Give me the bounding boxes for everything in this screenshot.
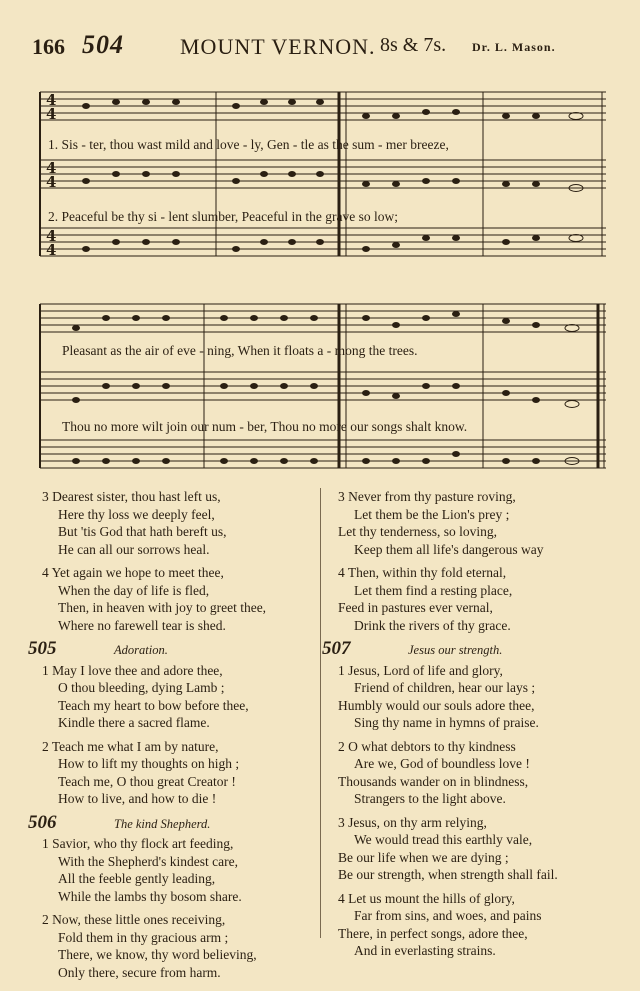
hymn-number: 507 bbox=[322, 638, 351, 659]
hymn506-stanza-1 bbox=[42, 835, 312, 905]
verse-line: Let them be the Lion's prey ; bbox=[354, 506, 510, 522]
verse-line: Where no farewell tear is shed. bbox=[58, 617, 226, 633]
verse-line: While the lambs thy bosom share. bbox=[58, 888, 242, 904]
svg-text:4: 4 bbox=[46, 159, 57, 177]
verse-line: 1 Jesus, Lord of life and glory, bbox=[338, 662, 503, 678]
verse-line: All the feeble gently leading, bbox=[58, 871, 216, 886]
verse-line: How to lift my thoughts on high ; bbox=[58, 756, 240, 771]
hymn506-stanza-2 bbox=[42, 911, 312, 981]
lyric-line-verse2-part2: Thou no more wilt join our num - ber, Thou no more our songs shalt know. bbox=[62, 419, 468, 434]
svg-text:4: 4 bbox=[46, 91, 57, 109]
verse-line: Kindle there a sacred flame. bbox=[58, 715, 210, 730]
verse-line: There, we know, thy word believing, bbox=[58, 947, 257, 962]
column-divider bbox=[320, 488, 321, 938]
verse-line: And in everlasting strains. bbox=[354, 943, 496, 958]
meter: 8s & 7s. bbox=[380, 34, 447, 56]
verse-line: When the day of life is fled, bbox=[58, 582, 210, 598]
hymn504-stanza-3 bbox=[42, 488, 312, 558]
verse-line: But 'tis God that hath bereft us, bbox=[58, 524, 227, 539]
verse-line: There, in perfect songs, adore thee, bbox=[338, 925, 528, 941]
tune-number: 504 bbox=[82, 30, 124, 59]
hymn504-stanza-4b bbox=[338, 564, 628, 634]
verse-line: Fold them in thy gracious arm ; bbox=[58, 929, 229, 945]
hymn-title: The kind Shepherd. bbox=[114, 816, 211, 831]
verse-line: 3 Dearest sister, thou hast left us, bbox=[42, 489, 221, 504]
verse-line: 4 Yet again we hope to meet thee, bbox=[42, 565, 224, 580]
svg-text:4: 4 bbox=[46, 241, 57, 259]
verse-line: 2 Teach me what I am by nature, bbox=[42, 738, 219, 754]
svg-text:4: 4 bbox=[46, 227, 57, 245]
verse-line: Be our strength, when strength shall fail. bbox=[338, 867, 558, 882]
lyric-line-verse2-part1: 2. Peaceful be thy si - lent slumber, Peaceful in the grave so low; bbox=[48, 209, 398, 224]
verse-line: Thousands wander on in blindness, bbox=[338, 773, 529, 789]
hymn507-stanza-1 bbox=[338, 662, 628, 732]
hymn-number: 505 bbox=[28, 638, 57, 659]
hymn-title: Adoration. bbox=[114, 643, 168, 657]
verse-line: 2 O what debtors to thy kindness bbox=[338, 738, 516, 754]
right-column bbox=[322, 488, 628, 966]
verse-line: Let them find a resting place, bbox=[354, 582, 513, 598]
hymn505-header bbox=[28, 640, 312, 660]
verse-line: How to live, and how to die ! bbox=[58, 791, 217, 806]
music-system-2 bbox=[36, 300, 608, 480]
verse-line: With the Shepherd's kindest care, bbox=[58, 853, 238, 869]
verse-line: 2 Now, these little ones receiving, bbox=[42, 912, 226, 927]
hymn504-stanza-3b bbox=[338, 488, 628, 558]
svg-text:4: 4 bbox=[46, 105, 57, 123]
lyric-line-verse1-part1: 1. Sis - ter, thou wast mild and love - ly, Gen - tle as the sum - mer breeze, bbox=[48, 137, 449, 152]
left-column bbox=[28, 488, 312, 987]
verse-line: Here thy loss we deeply feel, bbox=[58, 506, 215, 522]
hymn507-header bbox=[322, 640, 628, 660]
hymn505-stanza-1 bbox=[42, 662, 312, 732]
hymn507-stanza-3 bbox=[338, 814, 628, 884]
verse-line: Keep them all life's dangerous way bbox=[354, 541, 544, 557]
verse-line: Humbly would our souls adore thee, bbox=[338, 697, 535, 713]
verse-line: 1 Savior, who thy flock art feeding, bbox=[42, 836, 234, 851]
verse-line: We would tread this earthly vale, bbox=[354, 832, 533, 847]
verse-line: Sing thy name in hymns of praise. bbox=[354, 715, 539, 730]
hymn506-header bbox=[28, 811, 312, 834]
verse-line: 4 Let us mount the hills of glory, bbox=[338, 890, 515, 906]
verse-line: He can all our sorrows heal. bbox=[58, 541, 210, 557]
verse-line: Strangers to the light above. bbox=[354, 791, 506, 806]
lyric-line-verse1-part2: Pleasant as the air of eve - ning, When it floats a - mong the trees. bbox=[62, 343, 418, 358]
page-number: 166 bbox=[32, 34, 65, 59]
hymn-number: 506 bbox=[28, 811, 57, 833]
verse-line: Are we, God of boundless love ! bbox=[354, 756, 530, 771]
verse-line: Let thy tenderness, so loving, bbox=[338, 524, 497, 539]
verse-line: Teach my heart to bow before thee, bbox=[58, 697, 249, 713]
verse-line: Far from sins, and woes, and pains bbox=[354, 908, 542, 923]
composer-credit: Dr. L. Mason. bbox=[472, 40, 556, 54]
tune-name: MOUNT VERNON. bbox=[180, 34, 376, 59]
verse-line: Teach me, O thou great Creator ! bbox=[58, 773, 236, 789]
svg-text:4: 4 bbox=[46, 173, 57, 191]
hymn504-stanza-4 bbox=[42, 564, 312, 634]
hymn507-stanza-2 bbox=[338, 738, 628, 808]
music-system-1 bbox=[36, 88, 608, 276]
verse-line: 1 May I love thee and adore thee, bbox=[42, 662, 223, 678]
verse-line: 4 Then, within thy fold eternal, bbox=[338, 565, 507, 580]
verse-line: Friend of children, hear our lays ; bbox=[354, 680, 536, 695]
verse-line: Only there, secure from harm. bbox=[58, 964, 221, 980]
verse-line: 3 Jesus, on thy arm relying, bbox=[338, 814, 487, 830]
verse-line: 3 Never from thy pasture roving, bbox=[338, 489, 516, 504]
hymn-title: Jesus our strength. bbox=[408, 643, 503, 657]
verse-line: Then, in heaven with joy to greet thee, bbox=[58, 600, 267, 615]
hymn505-stanza-2 bbox=[42, 738, 312, 808]
verse-line: O thou bleeding, dying Lamb ; bbox=[58, 680, 225, 695]
hymn507-stanza-4 bbox=[338, 890, 628, 960]
verse-line: Be our life when we are dying ; bbox=[338, 849, 509, 865]
verse-line: Drink the rivers of thy grace. bbox=[354, 617, 511, 633]
verse-line: Feed in pastures ever vernal, bbox=[338, 600, 493, 615]
